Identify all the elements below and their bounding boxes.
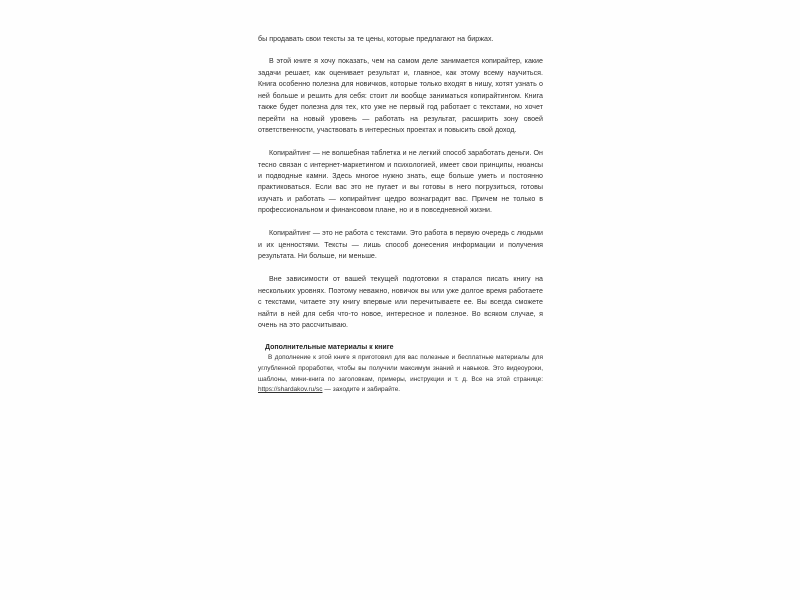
paragraph-written-on-several-levels: Вне зависимости от вашей текущей подготовки я старался писать книгу на нескольких уровнях. Поэтому неважно, новичок вы или уже долгое время работаете с текстами, читаете эту книгу впервые или перечитываете ее. Вы всегда сможете найти в ней для себя что-то новое, интересное и полезное. Во всяком случае, я очень на это рассчитываю.: [258, 275, 543, 330]
paragraph-spacer: [258, 263, 543, 275]
paragraph-spacer: [258, 45, 543, 56]
paragraph-continuation: бы продавать свои тексты за те цены, которые предлагают на биржах.: [258, 35, 494, 43]
section-spacer: [258, 331, 543, 342]
paragraph-extra-materials: [258, 353, 543, 395]
extras-text-after-link: — заходите и забирайте.: [322, 386, 401, 394]
paragraph-copywriting-is-about-people: Копирайтинг — это не работа с текстами. Это работа в первую очередь с людьми и их ценностями. Тексты — лишь способ донесения информации и получения результата. Ни больше, ни меньше.: [258, 229, 543, 261]
page-text-column: [258, 34, 543, 396]
paragraph-spacer: [258, 137, 543, 149]
paragraph-copywriting-not-magic-pill: Копирайтинг — не волшебная таблетка и не легкий способ заработать деньги. Он тесно связан с интернет-маркетингом и психологией, имеет свои принципы, нюансы и подводные камни. Здесь многое нужно знать, еще больше уметь и постоянно практиковаться. Если вас это не пугает и вы готовы в него погрузиться, готовы изучать и работать — копирайтинг щедро вознаградит вас. Причем не только в профессиональном и финансовом плане, но и в повседневной жизни.: [258, 149, 543, 215]
paragraph-spacer: [258, 217, 543, 229]
section-heading-extra-materials: Дополнительные материалы к книге: [265, 344, 394, 352]
extra-materials-link[interactable]: https://shardakov.ru/sc: [258, 386, 323, 394]
paragraph-about-the-book: В этой книге я хочу показать, чем на самом деле занимается копирайтер, какие задачи решает, как оценивает результат и, главное, как этому всему научиться. Книга особенно полезна для новичков, которые только входят в нишу, хотят узнать о ней больше и решить для себя: стоит ли вообще заниматься копирайтингом. Книга также будет полезна для тех, кто уже не первый год работает с текстами, но хочет перейти на новый уровень — работать на результат, расширить зону своей ответственности, участвовать в интересных проектах и повысить свой доход.: [258, 57, 543, 135]
extras-text-before-link: В дополнение к этой книге я приготовил для вас полезные и бесплатные материалы для углубленной проработки, чтобы вы получили максимум знаний и навыков. Это видеоуроки, шаблоны, мини-книга по заголовкам, примеры, инструкции и т. д. Все на этой странице:: [258, 354, 543, 383]
